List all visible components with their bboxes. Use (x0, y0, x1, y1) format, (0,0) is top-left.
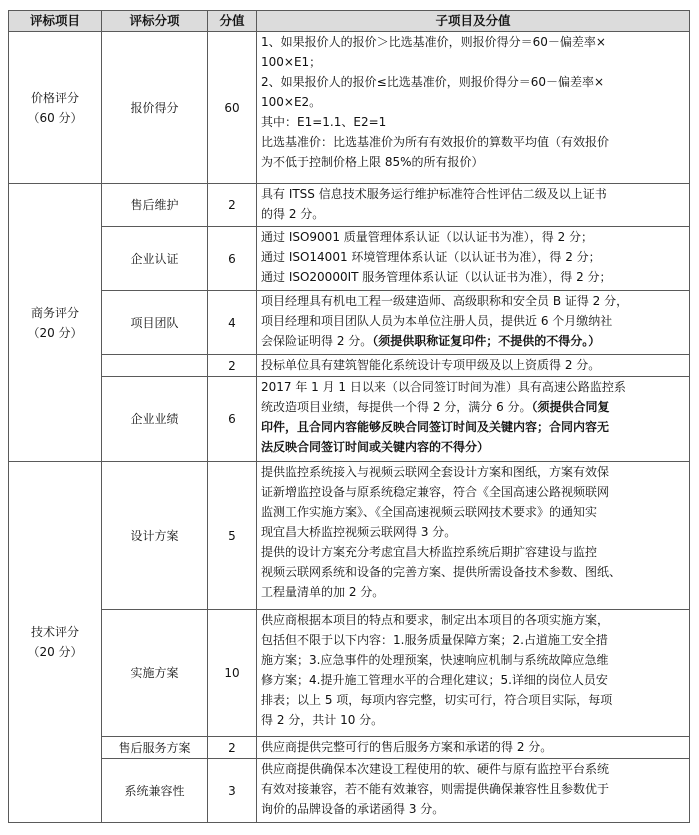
score-value: 4 (208, 291, 257, 355)
detail-line: 2、如果报价人的报价≤比选基准价，则报价得分＝60－偏差率× (261, 75, 605, 89)
table-row (9, 355, 690, 377)
detail-line: 投标单位具有建筑智能化系统设计专项甲级及以上资质得 2 分。 (261, 358, 601, 372)
item-label: 报价得分 (102, 32, 208, 184)
detail-line: 比选基准价：比选基准价为所有有效报价的算数平均值（有效报价 (261, 135, 610, 149)
detail-line: 的得 2 分。 (261, 207, 325, 221)
table-row (9, 610, 690, 737)
detail-line: 证新增监控设备与原系统稳定兼容，符合《全国高速公路视频联网 (261, 485, 610, 499)
header-row (9, 11, 690, 32)
detail-line: 为不低于控制价格上限 85%的所有报价） (261, 155, 484, 169)
item-label (102, 355, 208, 377)
header-category: 评标项目 (9, 11, 102, 32)
detail-line: 提供监控系统接入与视频云联网全套设计方案和图纸，方案有效保 (261, 465, 610, 479)
detail-line: 通过 ISO14001 环境管理体系认证（以认证书为准），得 2 分； (261, 250, 601, 264)
header-details: 子项目及分值 (257, 11, 690, 32)
detail-line: 供应商提供完整可行的售后服务方案和承诺的得 2 分。 (261, 740, 553, 754)
score-value: 6 (208, 227, 257, 291)
detail-line: 具有 ITSS 信息技术服务运行维护标准符合性评估二级及以上证书 (261, 187, 607, 201)
details-cell (257, 737, 690, 759)
category-points: （20 分） (27, 325, 83, 340)
detail-line: 修方案；4.提升施工管理水平的合理化建议；5.详细的岗位人员安 (261, 673, 608, 687)
detail-bold-note: （须提供合同复 (531, 400, 610, 414)
category-business (9, 184, 102, 462)
details-cell (257, 377, 690, 462)
detail-text: 会保险证明得 2 分。 (261, 334, 373, 348)
scoring-table (8, 10, 690, 823)
detail-line: 通过 ISO9001 质量管理体系认证（以认证书为准），得 2 分； (261, 230, 594, 244)
detail-line: 询价的品牌设备的承诺函得 3 分。 (261, 802, 445, 816)
details-cell (257, 227, 690, 291)
table-row (9, 462, 690, 610)
detail-text: 统改造项目业绩，每提供一个得 2 分，满分 6 分。 (261, 400, 532, 414)
detail-line: 100×E2。 (261, 95, 322, 109)
item-label: 系统兼容性 (102, 759, 208, 823)
category-points: （20 分） (27, 645, 83, 659)
score-value: 3 (208, 759, 257, 823)
table-row (9, 32, 690, 184)
detail-bold-line: 法反映合同签订时间或关键内容的不得分） (261, 440, 490, 454)
detail-line: 排表；以上 5 项，每项内容完整，切实可行，符合项目实际，每项 (261, 693, 613, 707)
score-value: 2 (208, 355, 257, 377)
category-label: 技术评分 (30, 625, 79, 639)
detail-line: 项目经理具有机电工程一级建造师、高级职称和安全员 B 证得 2 分， (261, 294, 629, 308)
score-value: 6 (208, 377, 257, 462)
detail-line: 现宜昌大桥监控视频云联网得 3 分。 (261, 525, 457, 539)
detail-line: 通过 ISO20000IT 服务管理体系认证（以认证书为准），得 2 分； (261, 270, 612, 284)
detail-bold-note: （须提供职称证复印件；不提供的不得分。） (372, 334, 601, 348)
detail-line: 工程量清单的加 2 分。 (261, 585, 385, 599)
detail-line: 施方案；3.应急事件的处理预案，快速响应机制与系统故障应急维 (261, 653, 609, 667)
category-label: 价格评分 (30, 90, 79, 105)
item-label: 项目团队 (102, 291, 208, 355)
item-label: 企业业绩 (102, 377, 208, 462)
item-label: 设计方案 (102, 462, 208, 610)
item-label: 企业认证 (102, 227, 208, 291)
table-row (9, 227, 690, 291)
details-cell (257, 184, 690, 227)
detail-line (261, 397, 685, 417)
item-label: 售后服务方案 (102, 737, 208, 759)
detail-line: 监测工作实施方案》、《全国高速视频云联网技术要求》的通知实 (261, 505, 598, 519)
detail-line: 100×E1； (261, 55, 322, 69)
detail-line: 2017 年 1 月 1 日以来（以合同签订时间为准）具有高速公路监控系 (261, 380, 626, 394)
detail-line: 供应商提供确保本次建设工程使用的软、硬件与原有监控平台系统 (261, 762, 610, 776)
detail-line: 项目经理和项目团队人员为本单位注册人员，提供近 6 个月缴纳社 (261, 314, 613, 328)
score-value: 2 (208, 184, 257, 227)
detail-line: 视频云联网系统和设备的完善方案、提供所需设备技术参数、图纸、 (261, 565, 622, 579)
header-score: 分值 (208, 11, 257, 32)
detail-line: 得 2 分，共计 10 分。 (261, 713, 384, 727)
detail-line: 有效对接兼容，若不能有效兼容，则需提供确保兼容性且参数优于 (261, 782, 610, 796)
score-value: 5 (208, 462, 257, 610)
detail-bold-line: 印件，且合同内容能够反映合同签订时间及关键内容；合同内容无 (261, 420, 610, 434)
item-label: 售后维护 (102, 184, 208, 227)
table-row (9, 184, 690, 227)
table-row (9, 759, 690, 823)
details-cell (257, 462, 690, 610)
detail-line: 其中：E1=1.1、E2=1 (261, 115, 387, 129)
score-value: 10 (208, 610, 257, 737)
detail-line: 1、如果报价人的报价＞比选基准价，则报价得分＝60－偏差率× (261, 35, 606, 49)
details-cell (257, 291, 690, 355)
detail-line: 提供的设计方案充分考虑宜昌大桥监控系统后期扩容建设与监控 (261, 545, 598, 559)
category-points: （60 分） (27, 110, 83, 125)
table-row (9, 737, 690, 759)
category-technical (9, 462, 102, 823)
detail-line (261, 331, 685, 351)
detail-line: 供应商根据本项目的特点和要求，制定出本项目的各项实施方案， (261, 613, 610, 627)
details-cell (257, 355, 690, 377)
score-value: 2 (208, 737, 257, 759)
category-price (9, 32, 102, 184)
category-label: 商务评分 (30, 305, 79, 320)
header-item: 评标分项 (102, 11, 208, 32)
details-cell (257, 32, 690, 184)
table-row (9, 291, 690, 355)
table-row (9, 377, 690, 462)
score-value: 60 (208, 32, 257, 184)
details-cell (257, 759, 690, 823)
detail-line: 包括但不限于以下内容：1.服务质量保障方案；2.占道施工安全措 (261, 633, 608, 647)
item-label: 实施方案 (102, 610, 208, 737)
details-cell (257, 610, 690, 737)
